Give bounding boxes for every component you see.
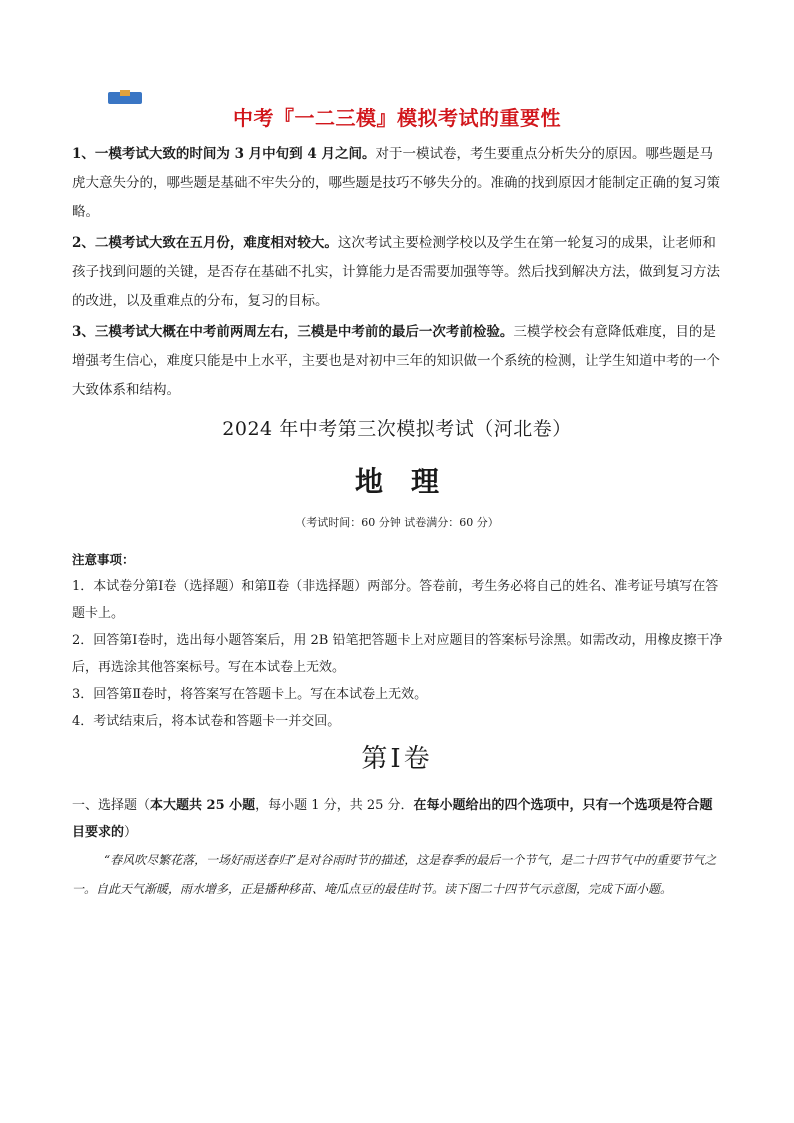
exam-info: （考试时间：60 分钟 试卷满分：60 分） <box>295 516 499 529</box>
q-mid: ，每小题 1 分，共 25 分． <box>255 798 414 813</box>
note-item: 4．考试结束后，将本试卷和答题卡一并交回。 <box>72 714 341 729</box>
intro-paragraphs <box>72 140 724 407</box>
intro-paragraph-3 <box>72 318 724 405</box>
passage <box>72 846 724 904</box>
section-title: 第Ⅰ卷 <box>361 744 433 774</box>
intro-p1-rest: 对于一模试卷，考生要重点分析失分的原因。哪些题是马虎大意失分的，哪些题是基础不牢失分的，哪些题是技巧不够失分的。准确的找到原因才能制定正确的复习策略。 <box>72 146 720 220</box>
intro-paragraph-2 <box>72 229 724 316</box>
question-instruction-text <box>72 792 724 846</box>
passage-text: “春风吹尽繁花落，一场好雨送春归”是对谷雨时节的描述，这是春季的最后一个节气，是二十四节气中的重要节气之一。自此天气渐暖，雨水增多，正是播种移苗、埯瓜点豆的最佳时节。读下图二十四节气示意图，完成下面小题。 <box>72 853 717 896</box>
intro-p3-rest: 三模学校会有意降低难度，目的是增强考生信心，难度只能是中上水平，主要也是对初中三年的知识做一个系统的检测，让学生知道中考的一个大致体系和结构。 <box>72 324 720 398</box>
logo-figure-icon <box>120 90 130 96</box>
intro-paragraph-1 <box>72 140 724 227</box>
note-item: 2．回答第Ⅰ卷时，选出每小题答案后，用 2B 铅笔把答题卡上对应题目的答案标号涂黑。如需改动，用橡皮擦干净后，再选涂其他答案标号。写在本试卷上无效。 <box>72 633 723 675</box>
logo-graphic <box>38 48 188 110</box>
intro-p1-bold: 1、一模考试大致的时间为 3 月中旬到 4 月之间。 <box>72 146 376 162</box>
intro-p2-rest: 这次考试主要检测学校以及学生在第一轮复习的成果，让老师和孩子找到问题的关键，是否存在基础不扎实，计算能力是否需要加强等等。然后找到解决方法，做到复习方法的改进，以及重难点的分布，复习的目标。 <box>72 235 720 309</box>
q-suffix: ） <box>124 825 138 840</box>
exam-title: 2024 年中考第三次模拟考试（河北卷） <box>222 418 572 440</box>
brand-logo <box>38 48 188 110</box>
q-bold-2: 在每小题给出的四个选项中，只有一个选项是符合题目要求的 <box>72 798 713 840</box>
notes-section <box>72 546 724 735</box>
q-bold-1: 本大题共 25 小题 <box>150 798 256 813</box>
intro-p3-bold: 3、三模考试大概在中考前两周左右，三模是中考前的最后一次考前检验。 <box>72 324 514 340</box>
note-item: 3．回答第Ⅱ卷时，将答案写在答题卡上。写在本试卷上无效。 <box>72 687 428 702</box>
q-prefix: 一、选择题（ <box>72 798 151 813</box>
notes-title: 注意事项： <box>72 552 135 567</box>
question-instructions <box>72 792 724 846</box>
intro-p2-bold: 2、二模考试大致在五月份，难度相对较大。 <box>72 235 338 251</box>
note-item: 1．本试卷分第Ⅰ卷（选择题）和第Ⅱ卷（非选择题）两部分。答卷前，考生务必将自己的姓名、准考证号填写在答题卡上。 <box>72 579 719 621</box>
headline: 中考『一二三模』模拟考试的重要性 <box>233 106 561 130</box>
subject-title: 地理 <box>354 465 467 498</box>
